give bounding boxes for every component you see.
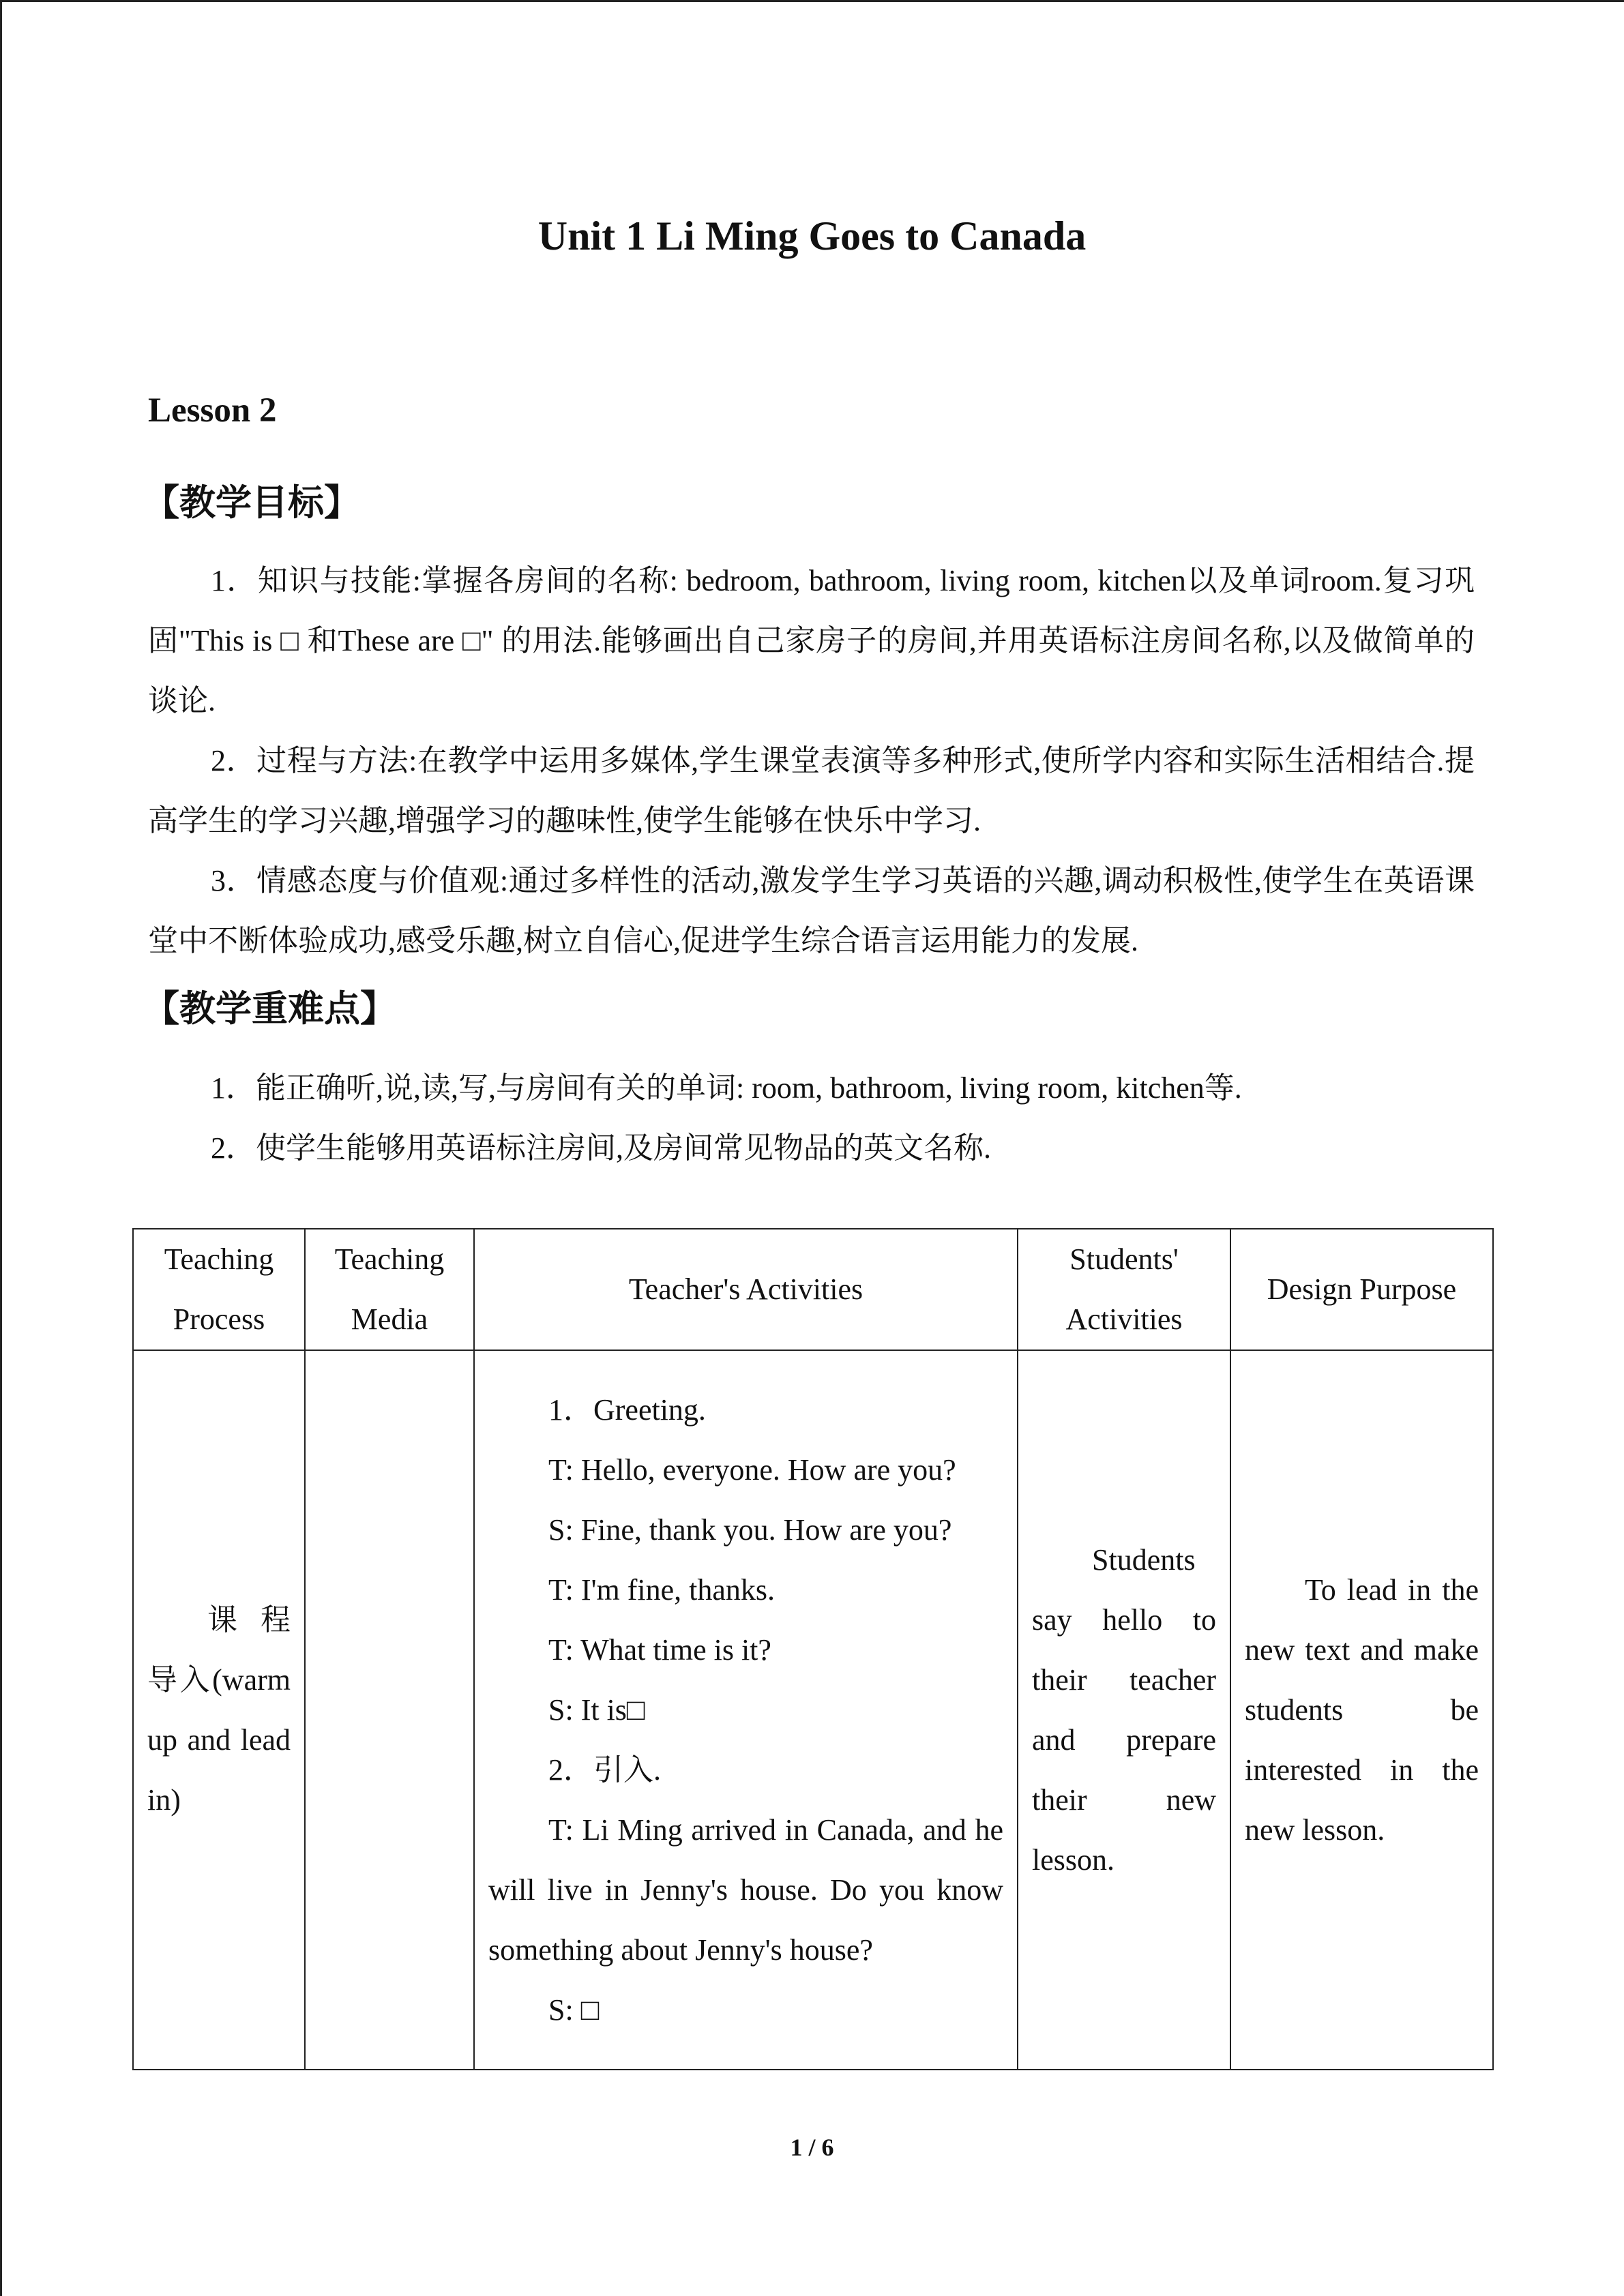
header-design-purpose: Design Purpose	[1230, 1229, 1493, 1350]
teacher-activity-line: S: □	[548, 1993, 600, 2027]
header-students-activities: Students' Activities	[1018, 1229, 1230, 1350]
teacher-activity-line: 1．Greeting.	[548, 1392, 706, 1427]
key-point-item-2: 2．使学生能够用英语标注房间,及房间常见物品的英文名称.	[211, 1131, 991, 1165]
objectives-heading: 【教学目标】	[143, 482, 360, 524]
cell-teaching-media	[305, 1350, 474, 2070]
left-border	[0, 0, 2, 2296]
objective-item-1: 1．知识与技能:掌握各房间的名称: bedroom, bathroom, living room, kitchen以及单词room.复习巩固"This is □ 和These are □" 的用法.能够画出自己家房子的房间,并用英语标注房间名称,以及做简单的谈论.	[148, 564, 1475, 717]
key-point-item-1: 1．能正确听,说,读,写,与房间有关的单词: room, bathroom, living room, kitchen等.	[211, 1071, 1242, 1105]
key-points-heading: 【教学重难点】	[143, 988, 396, 1030]
teacher-activity-line: S: Fine, thank you. How are you?	[548, 1512, 952, 1547]
cell-teacher-activities	[474, 1350, 1018, 2070]
cell-teaching-process: 课程导入(warm up and lead in)	[133, 1350, 305, 2070]
teacher-activity-line: T: Li Ming arrived in Canada, and he will live in Jenny's house. Do you know something about Jenny's house?	[488, 1813, 1003, 1967]
header-teaching-media: Teaching Media	[305, 1229, 474, 1350]
objective-item-3: 3．情感态度与价值观:通过多样性的活动,激发学生学习英语的兴趣,调动积极性,使学生在英语课堂中不断体验成功,感受乐趣,树立自信心,促进学生综合语言运用能力的发展.	[148, 864, 1475, 957]
cell-students-activities: Students say hello to their teacher and prepare their new lesson.	[1018, 1350, 1230, 2070]
teacher-activity-line: T: What time is it?	[548, 1632, 771, 1667]
header-teaching-process: Teaching Process	[133, 1229, 305, 1350]
lesson-plan-table	[132, 1228, 1494, 2070]
teacher-activity-line: 2．引入.	[548, 1753, 661, 1787]
lesson-heading: Lesson 2	[148, 391, 277, 430]
table-row	[133, 1350, 1493, 2070]
page-title: Unit 1 Li Ming Goes to Canada	[537, 213, 1087, 258]
top-border	[0, 0, 1624, 2]
objective-item-2: 2．过程与方法:在教学中运用多媒体,学生课堂表演等多种形式,使所学内容和实际生活相结合.提高学生的学习兴趣,增强学习的趣味性,使学生能够在快乐中学习.	[148, 744, 1475, 837]
teacher-activity-line: T: Hello, everyone. How are you?	[548, 1452, 956, 1487]
teacher-activity-line: T: I'm fine, thanks.	[548, 1572, 775, 1607]
page-number: 1 / 6	[790, 2134, 834, 2161]
teacher-activity-line: S: It is□	[548, 1693, 645, 1727]
header-teacher-activities: Teacher's Activities	[474, 1229, 1018, 1350]
cell-design-purpose: To lead in the new text and make students be interested in the new lesson.	[1230, 1350, 1493, 2070]
table-header-row	[133, 1229, 1493, 1350]
